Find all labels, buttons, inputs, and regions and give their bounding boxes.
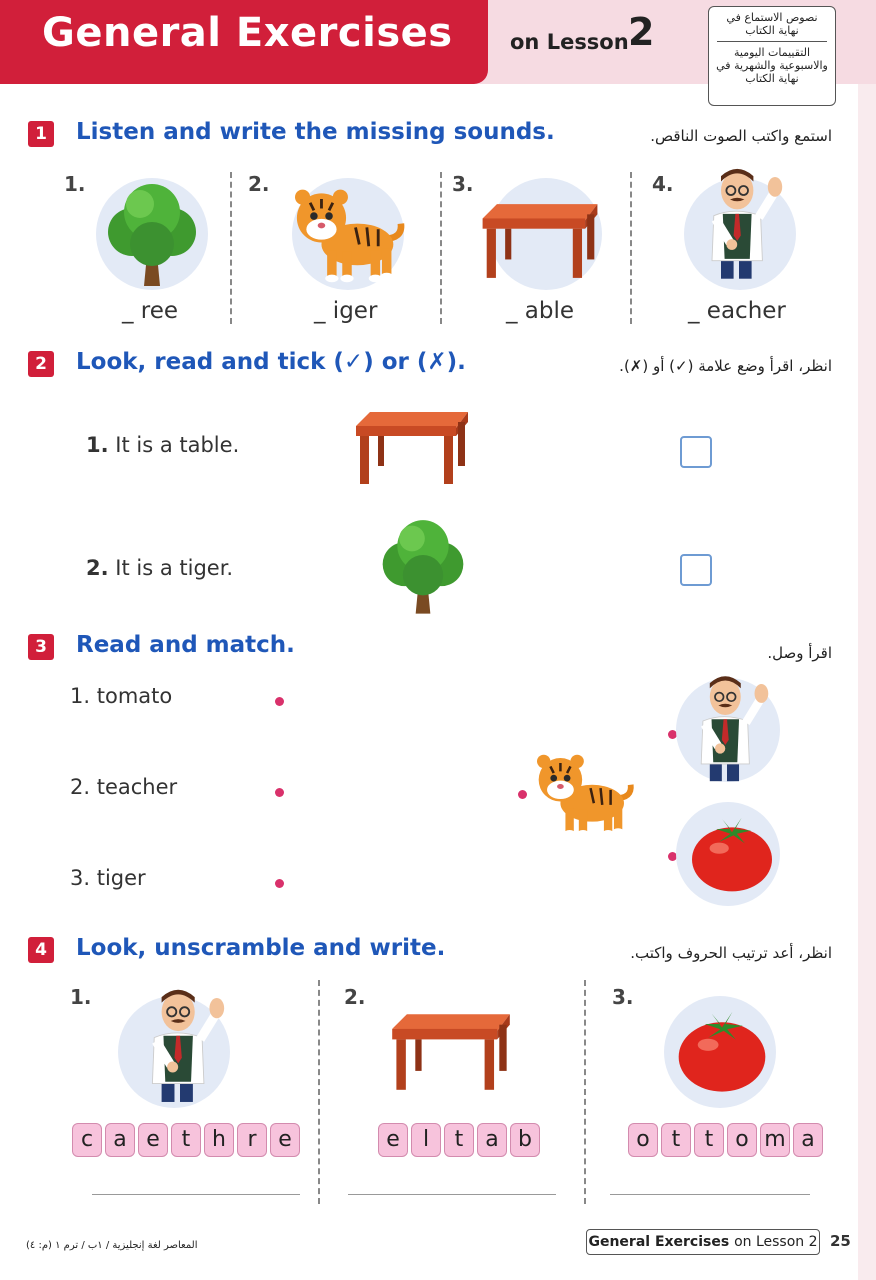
letter-tile: m — [760, 1123, 790, 1157]
q4-title: Look, unscramble and write. — [76, 935, 446, 961]
q3-arabic: اقرأ وصل. — [767, 644, 832, 662]
q4-item-number: 1. — [70, 985, 92, 1009]
tick-box[interactable] — [680, 436, 712, 468]
q3-word: 3. tiger — [70, 866, 146, 890]
q3-word: 2. teacher — [70, 775, 178, 799]
page-title: General Exercises — [42, 10, 453, 56]
q1-number: 1 — [28, 121, 54, 147]
q2-sentence: 1. It is a table. — [86, 433, 240, 457]
divider — [230, 172, 232, 324]
answer-line[interactable] — [92, 1194, 300, 1195]
letter-tile: e — [270, 1123, 300, 1157]
tomato-icon — [684, 812, 780, 894]
teacher-icon — [694, 158, 784, 286]
match-dot[interactable] — [518, 790, 527, 799]
tiger-icon — [282, 182, 412, 286]
letter-tile: t — [171, 1123, 201, 1157]
q4-item-number: 2. — [344, 985, 366, 1009]
letter-tile: h — [204, 1123, 234, 1157]
lesson-label: on Lesson — [510, 30, 629, 54]
letter-tile: t — [444, 1123, 474, 1157]
header-info-box — [708, 6, 836, 106]
q4-item-number: 3. — [612, 985, 634, 1009]
letter-tile: o — [628, 1123, 658, 1157]
q1-item-number: 4. — [652, 172, 674, 196]
divider — [630, 172, 632, 324]
q1-arabic: استمع واكتب الصوت الناقص. — [650, 127, 832, 145]
side-stripe — [858, 84, 876, 1280]
q4-number: 4 — [28, 937, 54, 963]
letter-tiles — [72, 1123, 303, 1157]
q1-item-number: 1. — [64, 172, 86, 196]
divider — [584, 980, 586, 1204]
publisher-text: المعاصر لغة إنجليزية / ١ب / ترم ١ (م: ٤) — [26, 1240, 198, 1251]
header-info-assessments: التقييمات اليومية والاسبوعية والشهرية في نهاية الكتاب — [716, 46, 828, 85]
q3-word: 1. tomato — [70, 684, 173, 708]
tree-icon — [92, 172, 212, 296]
footer-label: General Exercises on Lesson 2 — [586, 1229, 820, 1255]
tick-box[interactable] — [680, 554, 712, 586]
letter-tile: t — [694, 1123, 724, 1157]
tiger-icon — [528, 748, 638, 840]
divider — [440, 172, 442, 324]
letter-tile: o — [727, 1123, 757, 1157]
q1-word[interactable]: _ iger — [314, 298, 378, 324]
letter-tile: a — [477, 1123, 507, 1157]
letter-tile: c — [72, 1123, 102, 1157]
letter-tile: e — [138, 1123, 168, 1157]
letter-tile: r — [237, 1123, 267, 1157]
q1-title: Listen and write the missing sounds. — [76, 119, 555, 145]
q1-item-number: 2. — [248, 172, 270, 196]
page-number: 25 — [830, 1232, 851, 1250]
tomato-icon — [670, 1006, 774, 1094]
q1-word[interactable]: _ able — [506, 298, 575, 324]
q3-title: Read and match. — [76, 632, 295, 658]
q1-word[interactable]: _ eacher — [688, 298, 786, 324]
q4-arabic: انظر، أعد ترتيب الحروف واكتب. — [630, 944, 832, 962]
answer-line[interactable] — [348, 1194, 556, 1195]
answer-line[interactable] — [610, 1194, 810, 1195]
letter-tile: l — [411, 1123, 441, 1157]
q3-number: 3 — [28, 634, 54, 660]
match-dot[interactable] — [275, 879, 284, 888]
letter-tile: e — [378, 1123, 408, 1157]
match-dot[interactable] — [275, 697, 284, 706]
letter-tile: a — [793, 1123, 823, 1157]
table-icon — [478, 200, 602, 282]
table-icon — [352, 408, 472, 488]
letter-tile: b — [510, 1123, 540, 1157]
divider — [318, 980, 320, 1204]
teacher-icon — [684, 668, 770, 786]
letter-tiles — [378, 1123, 543, 1157]
table-icon — [388, 1010, 514, 1094]
letter-tile: a — [105, 1123, 135, 1157]
match-dot[interactable] — [275, 788, 284, 797]
lesson-number: 2 — [628, 10, 655, 54]
q1-word[interactable]: _ ree — [122, 298, 179, 324]
teacher-icon — [134, 978, 226, 1110]
q2-number: 2 — [28, 351, 54, 377]
q2-sentence: 2. It is a tiger. — [86, 556, 234, 580]
letter-tile: t — [661, 1123, 691, 1157]
header-info-listening: نصوص الاستماع في نهاية الكتاب — [717, 7, 827, 42]
tree-icon — [368, 508, 478, 624]
q2-title: Look, read and tick (✓) or (✗). — [76, 349, 466, 375]
letter-tiles — [628, 1123, 826, 1157]
q1-item-number: 3. — [452, 172, 474, 196]
q2-arabic: انظر، اقرأ وضع علامة (✓) أو (✗). — [619, 357, 832, 375]
